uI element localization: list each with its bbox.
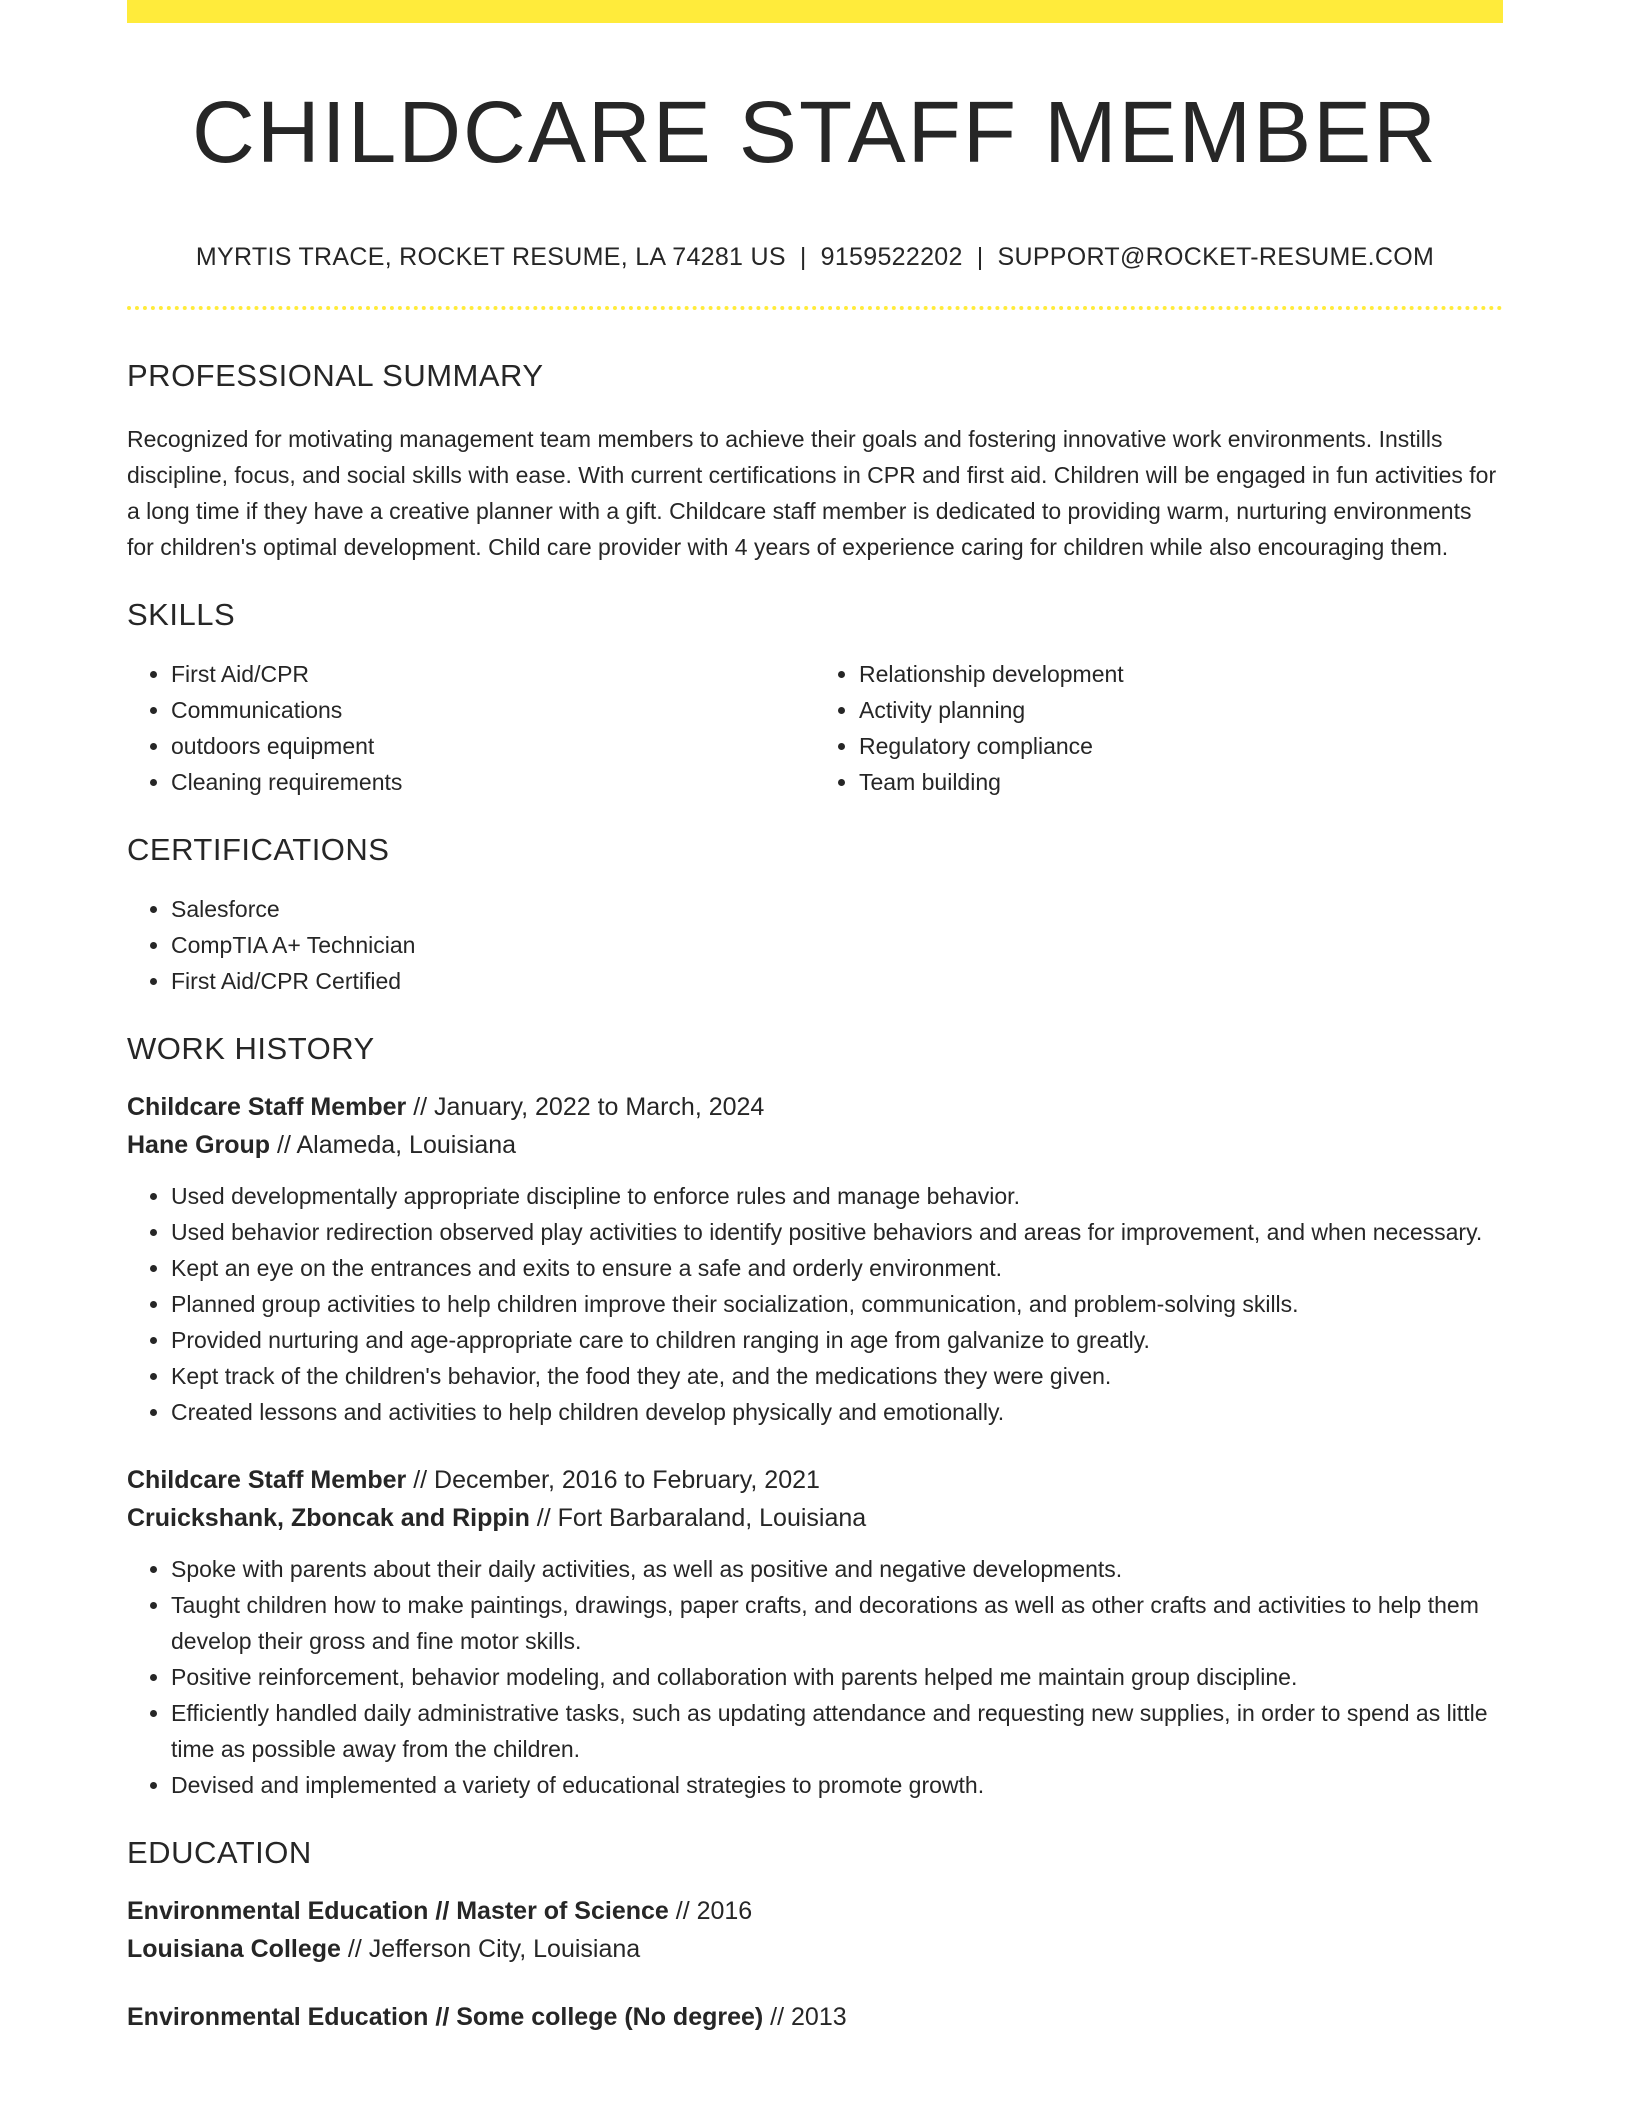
- job-entry: [127, 1461, 1503, 1803]
- education-degree-line: [127, 1892, 1503, 1930]
- skills-column-right: [815, 656, 1503, 800]
- dotted-divider: [127, 306, 1503, 310]
- job-bullet: • Used behavior redirection observed play activities to identify positive behaviors and areas for improvement, and when necessary.: [171, 1214, 1503, 1250]
- job-location: // Alameda, Louisiana: [270, 1130, 517, 1159]
- job-bullet: • Planned group activities to help children improve their socialization, communication, and problem-solving skills.: [171, 1286, 1503, 1322]
- education-school: Louisiana College: [127, 1934, 341, 1963]
- skills-list: [127, 656, 1503, 800]
- skill-item: • Activity planning: [859, 692, 1503, 728]
- contact-email: SUPPORT@ROCKET-RESUME.COM: [997, 242, 1435, 271]
- job-bullet: • Kept an eye on the entrances and exits to ensure a safe and orderly environment.: [171, 1250, 1503, 1286]
- skill-item: • Cleaning requirements: [171, 764, 815, 800]
- job-dates: // January, 2022 to March, 2024: [406, 1092, 765, 1121]
- job-bullets: [127, 1178, 1503, 1430]
- certification-item: • Salesforce: [171, 891, 1503, 927]
- resume-title: CHILDCARE STAFF MEMBER: [192, 84, 1438, 181]
- education-location: // Jefferson City, Louisiana: [340, 1934, 641, 1963]
- job-company: Cruickshank, Zboncak and Rippin: [127, 1503, 530, 1532]
- skills-column-left: [127, 656, 815, 800]
- job-bullet: • Efficiently handled daily administrative tasks, such as updating attendance and requesting new supplies, in order to spend as little time as possible away from the children.: [171, 1695, 1503, 1767]
- job-title-line: [127, 1461, 1503, 1499]
- section-heading-education: EDUCATION: [127, 1834, 312, 1870]
- job-bullet: • Created lessons and activities to help children develop physically and emotionally.: [171, 1394, 1503, 1430]
- top-accent-bar: [127, 0, 1503, 23]
- contact-phone: 9159522202: [820, 242, 963, 271]
- education-entry: [127, 1892, 1503, 1968]
- section-heading-work-history: WORK HISTORY: [127, 1030, 375, 1066]
- education-degree-line: [127, 1998, 1503, 2036]
- job-bullet: • Provided nurturing and age-appropriate care to children ranging in age from galvanize to greatly.: [171, 1322, 1503, 1358]
- job-location: // Fort Barbaraland, Louisiana: [529, 1503, 867, 1532]
- section-heading-skills: SKILLS: [127, 596, 236, 632]
- certifications-list: [127, 891, 1503, 999]
- job-dates: // December, 2016 to February, 2021: [406, 1465, 820, 1494]
- skill-item: • Relationship development: [859, 656, 1503, 692]
- certification-item: • First Aid/CPR Certified: [171, 963, 1503, 999]
- education-degree: Environmental Education // Master of Science: [127, 1896, 669, 1925]
- skill-item: • Communications: [171, 692, 815, 728]
- education-year: // 2013: [763, 2002, 847, 2031]
- job-title: Childcare Staff Member: [127, 1465, 407, 1494]
- contact-separator: |: [799, 242, 807, 271]
- job-bullets: [127, 1551, 1503, 1803]
- contact-separator: |: [976, 242, 984, 271]
- job-bullet: • Taught children how to make paintings, drawings, paper crafts, and decorations as well as other crafts and activities to help them develop their gross and fine motor skills.: [171, 1587, 1503, 1659]
- skill-item: • Regulatory compliance: [859, 728, 1503, 764]
- skill-item: • First Aid/CPR: [171, 656, 815, 692]
- job-title: Childcare Staff Member: [127, 1092, 407, 1121]
- job-title-line: [127, 1088, 1503, 1126]
- job-company: Hane Group: [127, 1130, 271, 1159]
- education-degree: Environmental Education // Some college (No degree): [127, 2002, 764, 2031]
- contact-line: [127, 243, 1503, 272]
- certification-item: • CompTIA A+ Technician: [171, 927, 1503, 963]
- job-entry: [127, 1088, 1503, 1430]
- skill-item: • outdoors equipment: [171, 728, 815, 764]
- job-company-line: [127, 1126, 1503, 1164]
- section-heading-summary: PROFESSIONAL SUMMARY: [127, 357, 544, 393]
- summary-text: Recognized for motivating management team members to achieve their goals and fostering innovative work environments. Instills discipline, focus, and social skills with ease. With current certifications in CPR and first aid. Children will be engaged in fun activities for a long time if they have a creative planner with a gift. Childcare staff member is dedicated to providing warm, nurturing environments for children's optimal development. Child care provider with 4 years of experience caring for children while also encouraging them.: [127, 425, 1497, 560]
- section-heading-certifications: CERTIFICATIONS: [127, 831, 390, 867]
- education-year: // 2016: [668, 1896, 753, 1925]
- education-entry: [127, 1998, 1503, 2036]
- education-school-line: [127, 1930, 1503, 1968]
- job-bullet: • Used developmentally appropriate discipline to enforce rules and manage behavior.: [171, 1178, 1503, 1214]
- job-bullet: • Kept track of the children's behavior, the food they ate, and the medications they were given.: [171, 1358, 1503, 1394]
- job-bullet: • Positive reinforcement, behavior modeling, and collaboration with parents helped me maintain group discipline.: [171, 1659, 1503, 1695]
- skill-item: • Team building: [859, 764, 1503, 800]
- job-bullet: • Spoke with parents about their daily activities, as well as positive and negative developments.: [171, 1551, 1503, 1587]
- job-bullet: • Devised and implemented a variety of educational strategies to promote growth.: [171, 1767, 1503, 1803]
- resume-page: [127, 0, 1503, 2036]
- job-company-line: [127, 1499, 1503, 1537]
- contact-address: MYRTIS TRACE, ROCKET RESUME, LA 74281 US: [195, 242, 786, 271]
